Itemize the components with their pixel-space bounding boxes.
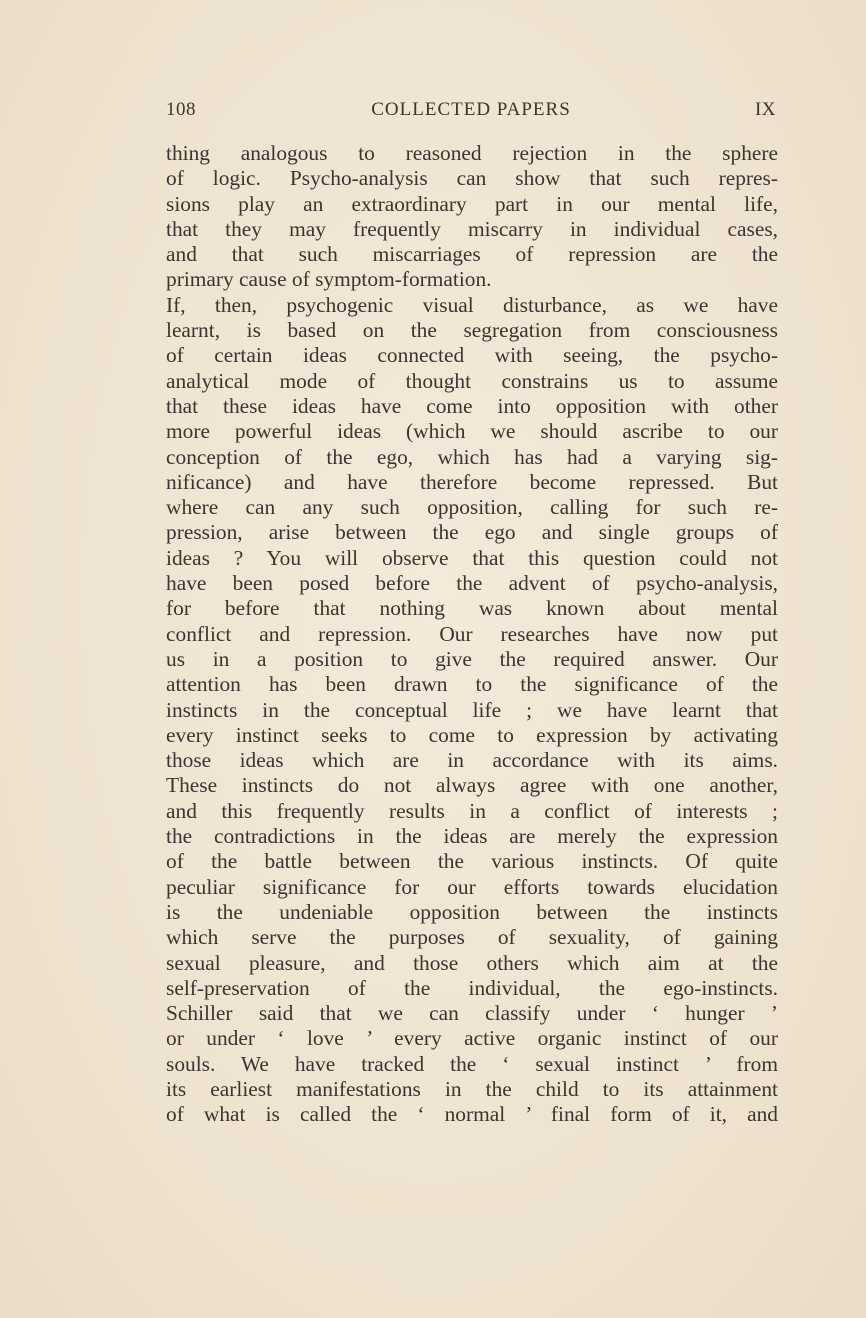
text-line: Schiller said that we can classify under ‘ hunger ’	[166, 1001, 778, 1026]
body-text	[166, 141, 778, 1128]
text-line: that they may frequently miscarry in individual cases,	[166, 216, 778, 241]
running-header	[166, 99, 776, 125]
text-line: and that such miscarriages of repression are the	[166, 242, 778, 267]
text-line: If, then, psychogenic visual disturbance, as we have	[166, 292, 778, 317]
text-line: those ideas which are in accordance with its aims.	[166, 748, 778, 773]
text-line: instincts in the conceptual life ; we have learnt that	[166, 697, 778, 722]
text-line: analytical mode of thought constrains us to assume	[166, 368, 778, 393]
text-line: for before that nothing was known about mental	[166, 596, 778, 621]
text-line: thing analogous to reasoned rejection in the sphere	[166, 141, 778, 165]
text-line: of the battle between the various instincts. Of quite	[166, 849, 778, 874]
text-line: ideas ? You will observe that this question could not	[166, 545, 778, 570]
text-line: pression, arise between the ego and single groups of	[166, 520, 778, 545]
page-number: 108	[166, 99, 196, 120]
running-title: COLLECTED PAPERS	[371, 99, 571, 120]
text-line: self-preservation of the individual, the ego-instincts.	[166, 975, 778, 1000]
text-line: its earliest manifestations in the child to its attainment	[166, 1076, 778, 1101]
text-line: primary cause of symptom-formation.	[166, 267, 492, 292]
text-line: of what is called the ‘ normal ’ final form of it, and	[166, 1102, 778, 1127]
text-line: conception of the ego, which has had a varying sig-	[166, 444, 778, 469]
text-line: more powerful ideas (which we should ascribe to our	[166, 419, 778, 444]
text-line: learnt, is based on the segregation from consciousness	[166, 318, 778, 343]
text-line: where can any such opposition, calling for such re-	[166, 495, 778, 520]
text-line: or under ‘ love ’ every active organic instinct of our	[166, 1026, 778, 1051]
text-line: that these ideas have come into opposition with other	[166, 393, 778, 418]
section-number: IX	[754, 99, 776, 120]
text-line: which serve the purposes of sexuality, of gaining	[166, 925, 778, 950]
text-line: attention has been drawn to the significance of the	[166, 672, 778, 697]
text-line: of logic. Psycho-analysis can show that such repres-	[166, 166, 778, 191]
text-line: is the undeniable opposition between the instincts	[166, 899, 778, 924]
text-line: sions play an extraordinary part in our mental life,	[166, 191, 778, 216]
text-line: These instincts do not always agree with one another,	[166, 773, 778, 798]
text-line: nificance) and have therefore become repressed. But	[166, 469, 778, 494]
text-line: every instinct seeks to come to expression by activating	[166, 722, 778, 747]
text-line: have been posed before the advent of psycho-analysis,	[166, 571, 778, 596]
text-line: souls. We have tracked the ‘ sexual instinct ’ from	[166, 1051, 778, 1076]
text-line: peculiar significance for our efforts towards elucidation	[166, 874, 778, 899]
text-line: the contradictions in the ideas are merely the expression	[166, 824, 778, 849]
text-line: sexual pleasure, and those others which aim at the	[166, 950, 778, 975]
text-line: conflict and repression. Our researches have now put	[166, 621, 778, 646]
text-line: us in a position to give the required answer. Our	[166, 646, 778, 671]
text-line: and this frequently results in a conflict of interests ;	[166, 798, 778, 823]
text-line: of certain ideas connected with seeing, the psycho-	[166, 343, 778, 368]
